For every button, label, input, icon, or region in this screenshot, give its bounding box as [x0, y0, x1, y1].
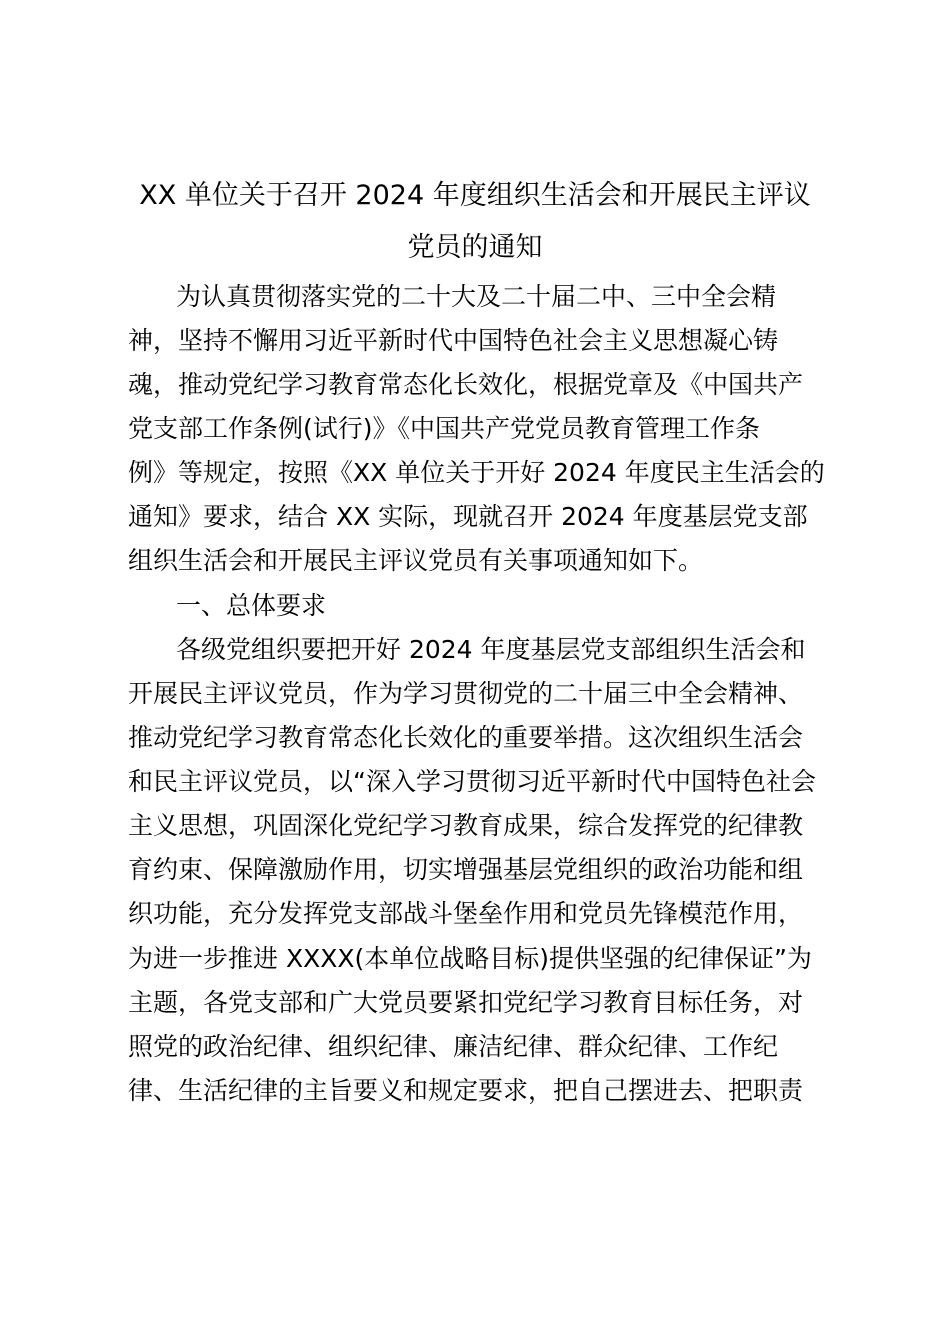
paragraph-1-line-6: 通知》要求，结合 XX 实际，现就召开 2024 年度基层党支部	[128, 502, 808, 531]
paragraph-2-line-4: 和民主评议党员，以“深入学习贯彻习近平新时代中国特色社会	[128, 767, 816, 796]
paragraph-2-line-2: 开展民主评议党员，作为学习贯彻党的二十届三中全会精神、	[128, 679, 804, 708]
paragraph-2-line-11: 律、生活纪律的主旨要义和规定要求，把自己摆进去、把职责	[128, 1076, 804, 1105]
paragraph-2-line-5: 主义思想，巩固深化党纪学习教育成果，综合发挥党的纪律教	[128, 811, 804, 840]
paragraph-1-line-5: 例》等规定，按照《XX 单位关于开好 2024 年度民主生活会的	[128, 458, 825, 487]
paragraph-1-line-1: 为认真贯彻落实党的二十大及二十届二中、三中全会精	[176, 282, 777, 311]
paragraph-2-line-7: 织功能，充分发挥党支部战斗堡垒作用和党员先锋模范作用，	[128, 899, 804, 928]
paragraph-1-line-7: 组织生活会和开展民主评议党员有关事项通知如下。	[128, 546, 704, 575]
paragraph-1-line-3: 魂，推动党纪学习教育常态化长效化，根据党章及《中国共产	[128, 370, 804, 399]
paragraph-2-line-9: 主题，各党支部和广大党员要紧扣党纪学习教育目标任务，对	[128, 988, 804, 1017]
paragraph-2-line-10: 照党的政治纪律、组织纪律、廉洁纪律、群众纪律、工作纪	[128, 1032, 779, 1061]
paragraph-2-line-6: 育约束、保障激励作用，切实增强基层党组织的政治功能和组	[128, 855, 804, 884]
paragraph-2-line-1: 各级党组织要把开好 2024 年度基层党支部组织生活会和	[176, 635, 806, 664]
section-heading-general-requirements: 一、总体要求	[176, 591, 327, 620]
paragraph-2-line-3: 推动党纪学习教育常态化长效化的重要举措。这次组织生活会	[128, 723, 804, 752]
document-title-line-1: XX 单位关于召开 2024 年度组织生活会和开展民主评议	[139, 180, 811, 211]
document-title-line-2: 党员的通知	[407, 232, 543, 263]
paragraph-1-line-2: 神，坚持不懈用习近平新时代中国特色社会主义思想凝心铸	[128, 326, 779, 355]
paragraph-2-line-8: 为进一步推进 XXXX(本单位战略目标)提供坚强的纪律保证”为	[128, 944, 812, 973]
paragraph-1-line-4: 党支部工作条例(试行)》《中国共产党党员教育管理工作条	[128, 414, 761, 443]
